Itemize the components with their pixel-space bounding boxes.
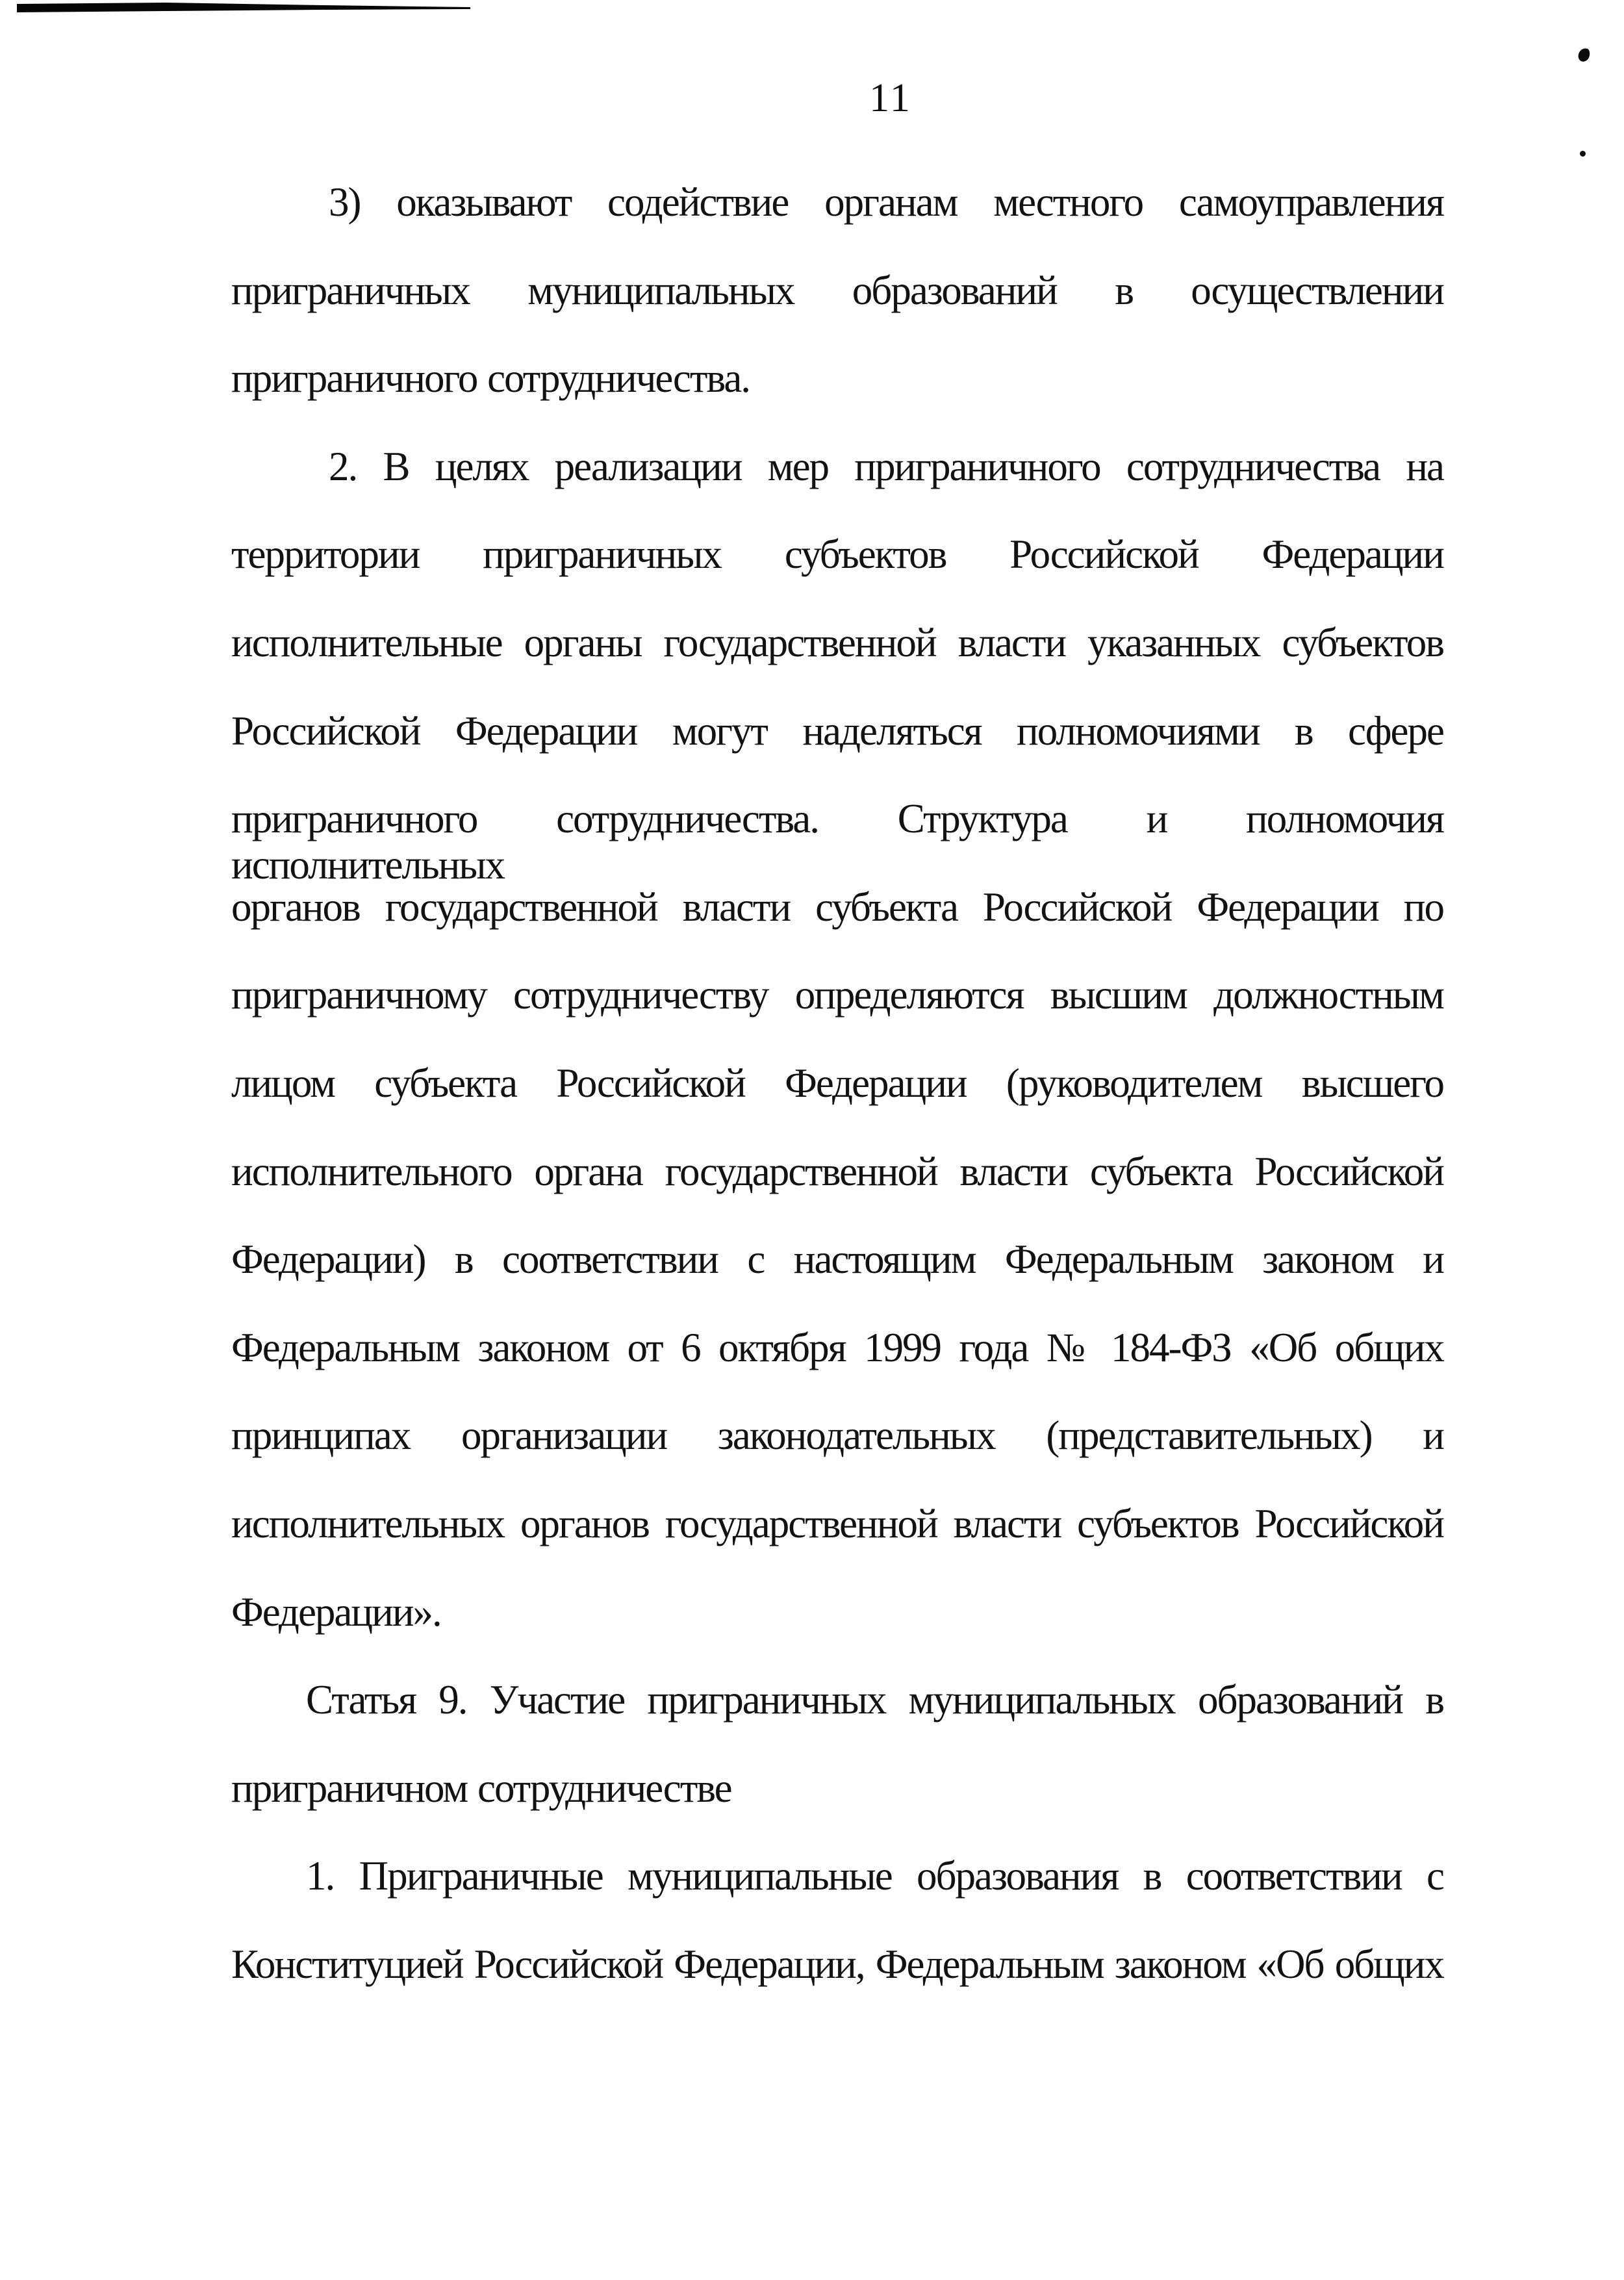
text-line: Российской Федерации могут наделяться полномочиями в сфере	[231, 708, 1443, 754]
page-number: 11	[869, 76, 912, 120]
text-line: Конституцией Российской Федерации, Федеральным законом «Об общих	[231, 1941, 1443, 1987]
text-line: 1. Приграничные муниципальные образования в соответствии с	[306, 1853, 1443, 1899]
ink-speck	[1580, 151, 1586, 157]
text-line: исполнительного органа государственной власти субъекта Российской	[231, 1148, 1443, 1194]
text-line: территории приграничных субъектов Российской Федерации	[231, 532, 1443, 578]
text-line: Федерации) в соответствии с настоящим Федеральным законом и	[231, 1236, 1443, 1283]
text-line: органов государственной власти субъекта Российской Федерации по	[231, 884, 1443, 930]
text-line: исполнительные органы государственной власти указанных субъектов	[231, 620, 1443, 665]
text-line: 3) оказывают содействие органам местного самоуправления	[329, 179, 1443, 225]
text-line: приграничному сотрудничеству определяются высшим должностным	[231, 972, 1443, 1018]
text-line: принципах организации законодательных (представительных) и	[231, 1413, 1443, 1459]
text-line: лицом субъекта Российской Федерации (руководителем высшего	[231, 1060, 1443, 1106]
text-line: приграничных муниципальных образований в осуществлении	[231, 267, 1443, 313]
text-line: исполнительных органов государственной власти субъектов Российской	[231, 1501, 1443, 1546]
text-line: Статья 9. Участие приграничных муниципальных образований в	[306, 1677, 1443, 1723]
text-line: 2. В целях реализации мер приграничного сотрудничества на	[329, 443, 1443, 489]
text-block	[231, 0, 1443, 2280]
text-line: Федеральным законом от 6 октября 1999 года № 184-ФЗ «Об общих	[231, 1324, 1443, 1370]
text-line: приграничного сотрудничества. Структура и полномочия исполнительных	[231, 796, 1443, 888]
ink-speck	[1577, 47, 1592, 62]
text-line: приграничном сотрудничестве	[231, 1765, 731, 1811]
text-line: Федерации».	[231, 1589, 441, 1635]
text-line: приграничного сотрудничества.	[231, 355, 750, 402]
